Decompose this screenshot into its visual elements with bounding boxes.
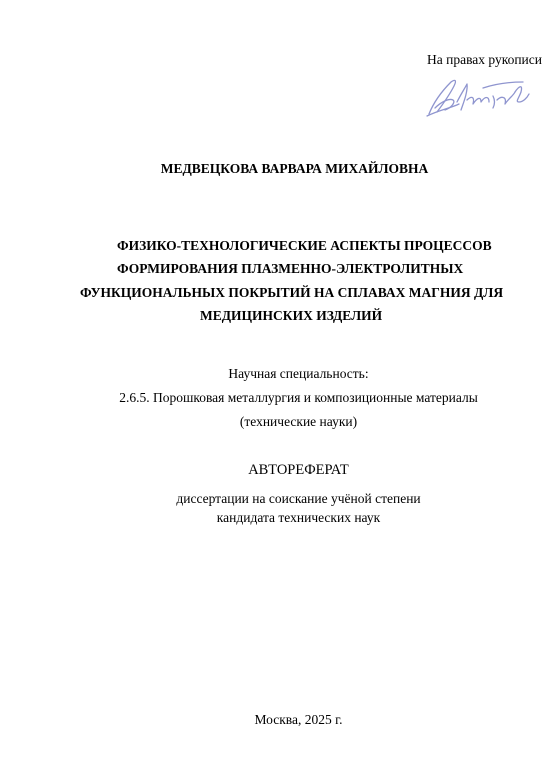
- title-line-2: ФОРМИРОВАНИЯ ПЛАЗМЕННО-ЭЛЕКТРОЛИТНЫХ: [117, 261, 464, 276]
- specialty-value: 2.6.5. Порошковая металлургия и композиционные материалы: [119, 390, 478, 405]
- document-purpose-line-1: диссертации на соискание учёной степени: [176, 491, 421, 506]
- title-line-3: ФУНКЦИОНАЛЬНЫХ ПОКРЫТИЙ НА СПЛАВАХ МАГНИЯ ДЛЯ: [80, 285, 504, 300]
- title-line-4: МЕДИЦИНСКИХ ИЗДЕЛИЙ: [200, 308, 383, 323]
- specialty-note: (технические науки): [239, 414, 358, 429]
- title-line-1: ФИЗИКО-ТЕХНОЛОГИЧЕСКИЕ АСПЕКТЫ ПРОЦЕССОВ: [117, 238, 492, 253]
- signature-icon: [423, 74, 531, 120]
- place-year: Москва, 2025 г.: [254, 712, 343, 727]
- manuscript-note: На правах рукописи: [426, 52, 542, 67]
- document-type: АВТОРЕФЕРАТ: [248, 462, 349, 478]
- specialty-label: Научная специальность:: [228, 366, 369, 381]
- document-purpose-line-2: кандидата технических наук: [216, 510, 381, 525]
- author-name: МЕДВЕЦКОВА ВАРВАРА МИХАЙЛОВНА: [160, 161, 429, 176]
